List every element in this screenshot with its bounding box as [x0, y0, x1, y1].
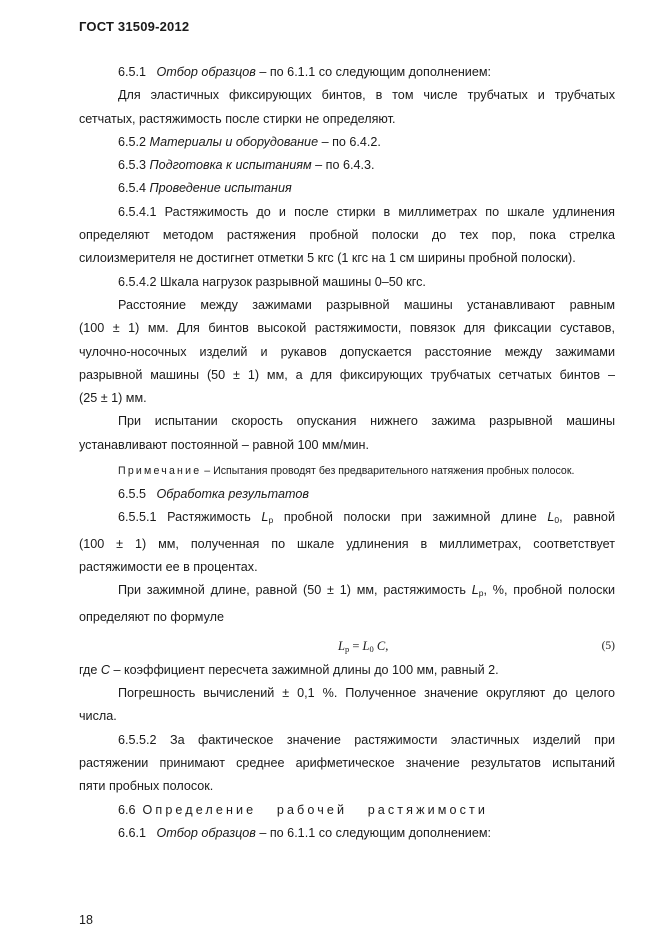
text-line: (100 ± 1) мм, полученная по шкале удлинения в миллиметрах, соответствует — [79, 536, 615, 551]
note — [79, 463, 615, 479]
symbol-l0: $L_0$ — [547, 510, 560, 526]
text-line: разрывной машины (50 ± 1) мм, а для фиксирующих трубчатых сетчатых бинтов – — [79, 367, 615, 382]
paragraph-6-5-4-1 — [79, 201, 615, 271]
text-line: Для эластичных фиксирующих бинтов, в том числе трубчатых и трубчатых — [118, 88, 615, 103]
text-line: числа. — [79, 709, 117, 724]
text-line: Расстояние между зажимами разрывной машины устанавливают равным — [118, 297, 615, 312]
section-number: 6.5.1 — [118, 65, 147, 79]
section-number: 6.5.5 — [118, 487, 147, 502]
section-6-5-1 — [79, 61, 615, 84]
paragraph-6-5-5-2 — [79, 729, 615, 799]
text-line: При испытании скорость опускания нижнего зажима разрывной машины — [118, 414, 615, 429]
paragraph-clamp-distance — [79, 294, 615, 410]
section-text: – по 6.4.3. — [311, 158, 375, 173]
paragraph-elastic-bandages — [79, 84, 615, 107]
symbol-lp: $L_р$ — [261, 510, 274, 526]
note-label: Примечание — [118, 465, 202, 478]
formula-number: (5) — [601, 639, 615, 652]
paragraph-where: где C – коэффициент пересчета зажимной длины до 100 мм, равный 2. — [79, 662, 499, 677]
document-body — [79, 61, 615, 845]
formula-expression: $L_р = L_0$ C, — [338, 638, 389, 654]
paragraph-6-5-5-1 — [79, 506, 615, 579]
section-title: Материалы и оборудование — [149, 134, 319, 149]
text-line: 6.5.4.2 Шкала нагрузок разрывной машины 0–50 кгс. — [118, 274, 426, 289]
section-6-5-4 — [79, 177, 615, 200]
text-line: определяют по формуле — [79, 609, 224, 624]
section-number: 6.5.4 — [118, 181, 147, 196]
text-line: устанавливают постоянной – равной 100 мм/мин. — [79, 437, 370, 452]
text-fragment: , %, пробной полоски — [483, 583, 616, 598]
text-fragment: 6.5.5.1 Растяжимость — [118, 510, 262, 525]
formula-5 — [79, 629, 615, 659]
section-title: Обработка результатов — [156, 487, 309, 502]
note-text: – Испытания проводят без предварительного натяжения пробных полосок. — [201, 465, 575, 478]
text-line: силоизмерителя не достигнет отметки 5 кгс (1 кгс на 1 см ширины пробной полоски). — [79, 251, 576, 266]
text-line: сетчатых, растяжимость после стирки не определяют. — [79, 111, 396, 126]
section-number: 6.6 — [118, 802, 136, 817]
paragraph-test-speed — [79, 410, 615, 457]
text-line: определяют методом растяжения пробной полоски до тех пор, пока стрелка — [79, 228, 615, 243]
section-text: – по 6.1.1 со следующим дополнением: — [255, 825, 492, 840]
section-title: Отбор образцов — [156, 825, 256, 840]
text-line: Погрешность вычислений ± 0,1 %. Полученное значение округляют до целого — [118, 686, 615, 701]
section-number: 6.6.1 — [118, 825, 147, 840]
text-line: растяжении принимают среднее арифметическое значение результатов испытаний — [79, 756, 615, 771]
text-line: (100 ± 1) мм. Для бинтов высокой растяжимости, повязок для фиксации суставов, — [79, 321, 615, 336]
text-line — [79, 579, 615, 605]
section-title: Отбор образцов — [156, 65, 256, 79]
section-6-5-3 — [79, 154, 615, 177]
text-fragment: пробной полоски при зажимной длине — [273, 510, 548, 525]
page-header: ГОСТ 31509-2012 — [79, 19, 190, 34]
section-6-6-1 — [79, 822, 615, 845]
section-number: 6.5.2 — [118, 134, 147, 149]
section-6-6 — [79, 799, 615, 822]
text-line — [79, 506, 615, 532]
paragraph-50mm — [79, 579, 615, 629]
text-line: 6.5.5.2 За фактическое значение растяжимости эластичных изделий при — [118, 732, 615, 747]
section-text: – по 6.4.2. — [318, 134, 381, 149]
section-title: Определение рабочей растяжимости — [142, 802, 489, 817]
paragraph-elastic-bandages-cont — [79, 108, 615, 131]
text-fragment: , равной — [559, 510, 615, 525]
text-line: (25 ± 1) мм. — [79, 391, 147, 406]
section-title: Проведение испытания — [149, 181, 292, 196]
text-line: пяти пробных полосок. — [79, 779, 214, 794]
text-line: 6.5.4.1 Растяжимость до и после стирки в миллиметрах по шкале удлинения — [118, 204, 615, 219]
text-line: растяжимости ее в процентах. — [79, 559, 258, 574]
section-6-5-2 — [79, 131, 615, 154]
symbol-lp: $L_р$ — [471, 583, 484, 599]
text-line: чулочно-носочных изделий и рукавов допускается расстояние между зажимами — [79, 344, 615, 359]
section-6-5-5 — [79, 483, 615, 506]
page-number: 18 — [79, 913, 93, 927]
section-number: 6.5.3 — [118, 158, 147, 173]
paragraph-6-5-4-2 — [79, 271, 615, 294]
section-title: Подготовка к испытаниям — [149, 158, 312, 173]
section-text: – по 6.1.1 со следующим дополнением: — [255, 65, 492, 79]
paragraph-error — [79, 682, 615, 729]
symbol-c: C — [100, 662, 110, 677]
text-fragment: При зажимной длине, равной (50 ± 1) мм, растяжимость — [118, 583, 472, 598]
